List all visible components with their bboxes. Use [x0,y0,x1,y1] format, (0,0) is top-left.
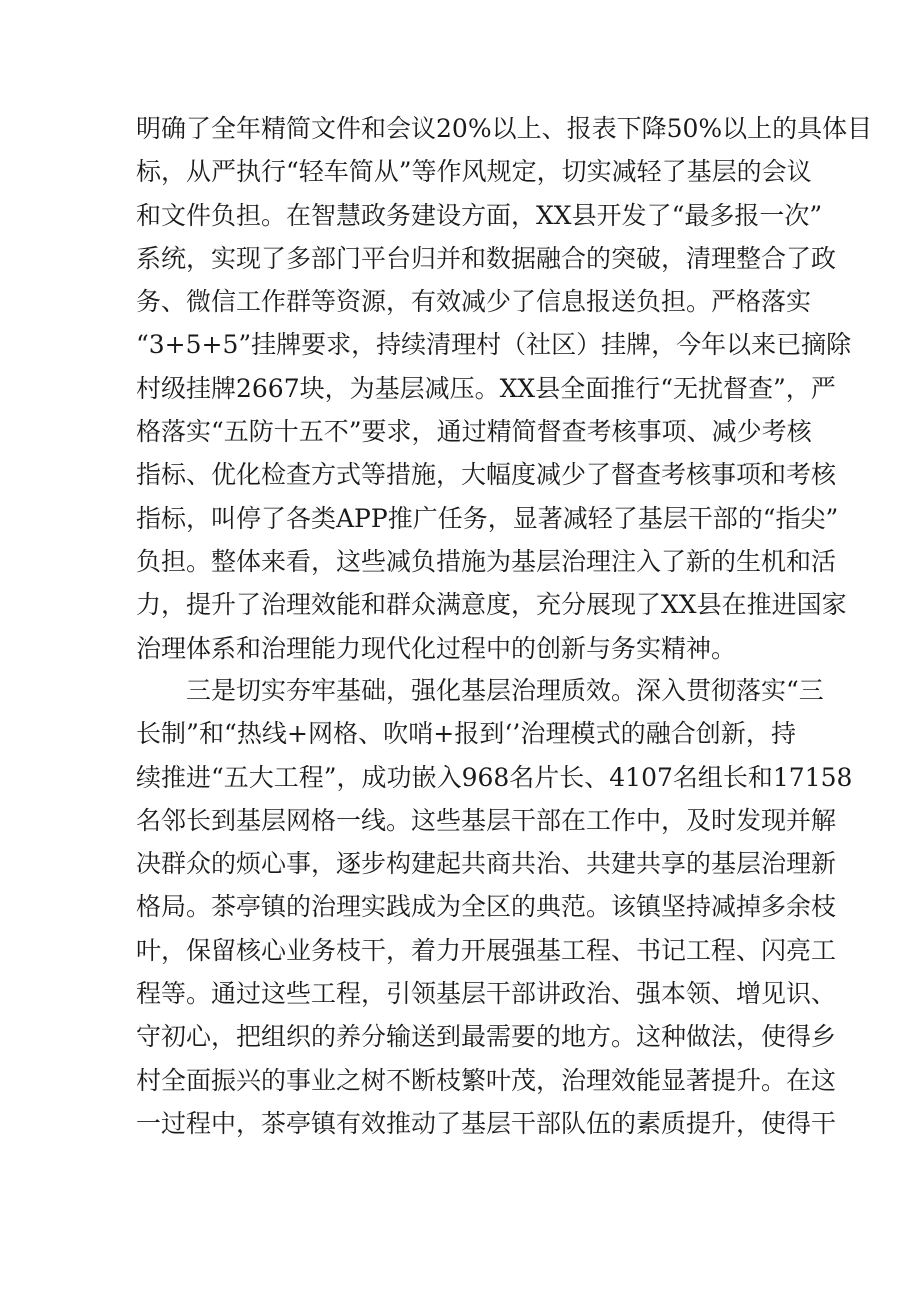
text-line: 指标，叫停了各类APP推广任务，显著减轻了基层干部的“指尖” [136,503,839,533]
text-line: 系统，实现了多部门平台归并和数据融合的突破，清理整合了政 [136,243,837,273]
text-line: “3+5+5”挂牌要求，持续清理村（社区）挂牌，今年以来已摘除 [136,330,852,360]
text-line-first: 三是切实夯牢基础，强化基层治理质效。深入贯彻落实“三 [186,676,824,705]
text-line: 标，从严执行“轻车简从”等作风规定，切实减轻了基层的会议 [136,157,812,187]
text-line: 格局。茶亭镇的治理实践成为全区的典范。该镇坚持减掉多余枝 [136,892,837,922]
text-line: 力，提升了治理效能和群众满意度，充分展现了XX县在推进国家 [136,590,847,620]
text-line: 名邻长到基层网格一线。这些基层干部在工作中，及时发现并解 [136,805,837,835]
text-line: 负担。整体来看，这些减负措施为基层治理注入了新的生机和活 [136,546,837,576]
text-line: 村级挂牌2667块，为基层减压。XX县全面推行“无扰督查”，严 [136,373,836,403]
text-line: 决群众的烦心事，逐步构建起共商共治、共建共享的基层治理新 [136,849,837,879]
text-line: 长制”和“热线+网格、吹哨+报到‘’治理模式的融合创新，持 [136,719,796,749]
text-line: 明确了全年精简文件和会议20%以上、报表下降50%以上的具体目 [136,114,873,143]
text-line: 和文件负担。在智慧政务建设方面，XX县开发了“最多报一次” [136,200,823,230]
paragraph-governance-foundation [136,669,853,1145]
text-line: 指标、优化检查方式等措施，大幅度减少了督查考核事项和考核 [136,460,837,490]
text-line: 叶，保留核心业务枝干，着力开展强基工程、书记工程、闪亮工 [136,935,837,965]
text-line: 续推进“五大工程”，成功嵌入968名片长、4107名组长和17158 [136,762,853,792]
text-line: 治理体系和治理能力现代化过程中的创新与务实精神。 [136,633,737,663]
text-line: 程等。通过这些工程，引领基层干部讲政治、强本领、增见识、 [136,979,837,1009]
paragraph-burden-reduction [136,107,873,670]
text-line: 一过程中，茶亭镇有效推动了基层干部队伍的素质提升，使得干 [136,1108,837,1138]
text-line: 格落实“五防十五不”要求，通过精简督查考核事项、减少考核 [136,417,812,447]
text-line: 村全面振兴的事业之树不断枝繁叶茂，治理效能显著提升。在这 [136,1065,837,1095]
text-line: 务、微信工作群等资源，有效减少了信息报送负担。严格落实 [136,287,812,317]
text-line: 守初心，把组织的养分输送到最需要的地方。这种做法，使得乡 [136,1022,837,1052]
